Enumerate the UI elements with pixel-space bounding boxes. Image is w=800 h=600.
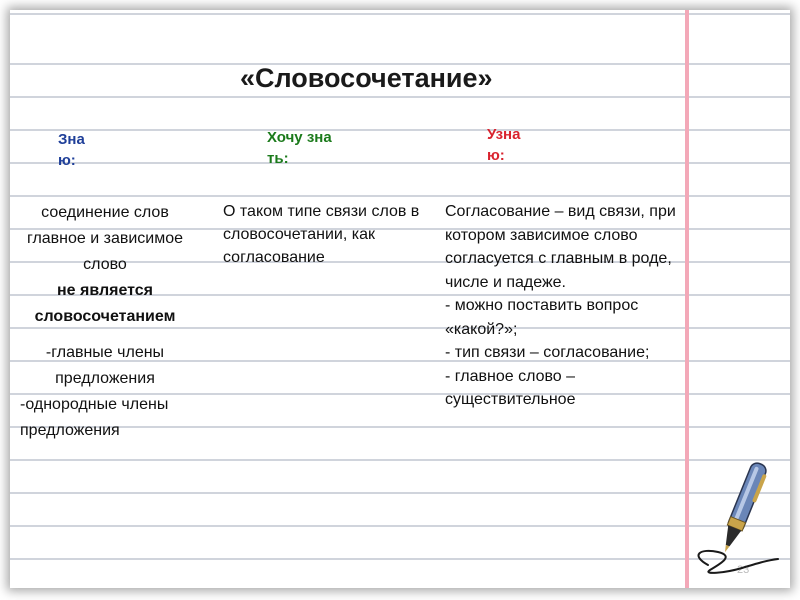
want-to-know-text: О таком типе связи слов в словосочетании, как согласование [223,203,420,266]
slide-frame [10,10,790,588]
heading-learned: Узнаю: [487,126,521,164]
heading-want-to-know: Хочу знать: [267,129,332,167]
know-column [20,200,190,444]
notebook-paper [10,10,790,588]
learned-column [445,200,679,412]
slide-title: «Словосочетание» [240,63,493,93]
learned-text: - можно поставить вопрос «какой?»; [445,297,639,338]
learned-text: - тип связи – согласование; [445,344,650,361]
know-item: не является словосочетанием [34,282,176,325]
heading-know: Знаю: [58,131,85,169]
know-item: главное и зависимое слово [26,230,184,273]
know-item: -однородные члены предложения [20,396,169,439]
learned-text: - главное слово – существительное [445,367,576,408]
know-item: соединение слов [41,204,169,221]
pen-icon [680,460,790,580]
learned-text: Согласование – вид связи, при котором зависимое слово согласуется с главным в роде, числе и падеже. [445,203,676,291]
know-item: -главные члены предложения [45,344,165,387]
page-number: 23 [737,564,750,576]
